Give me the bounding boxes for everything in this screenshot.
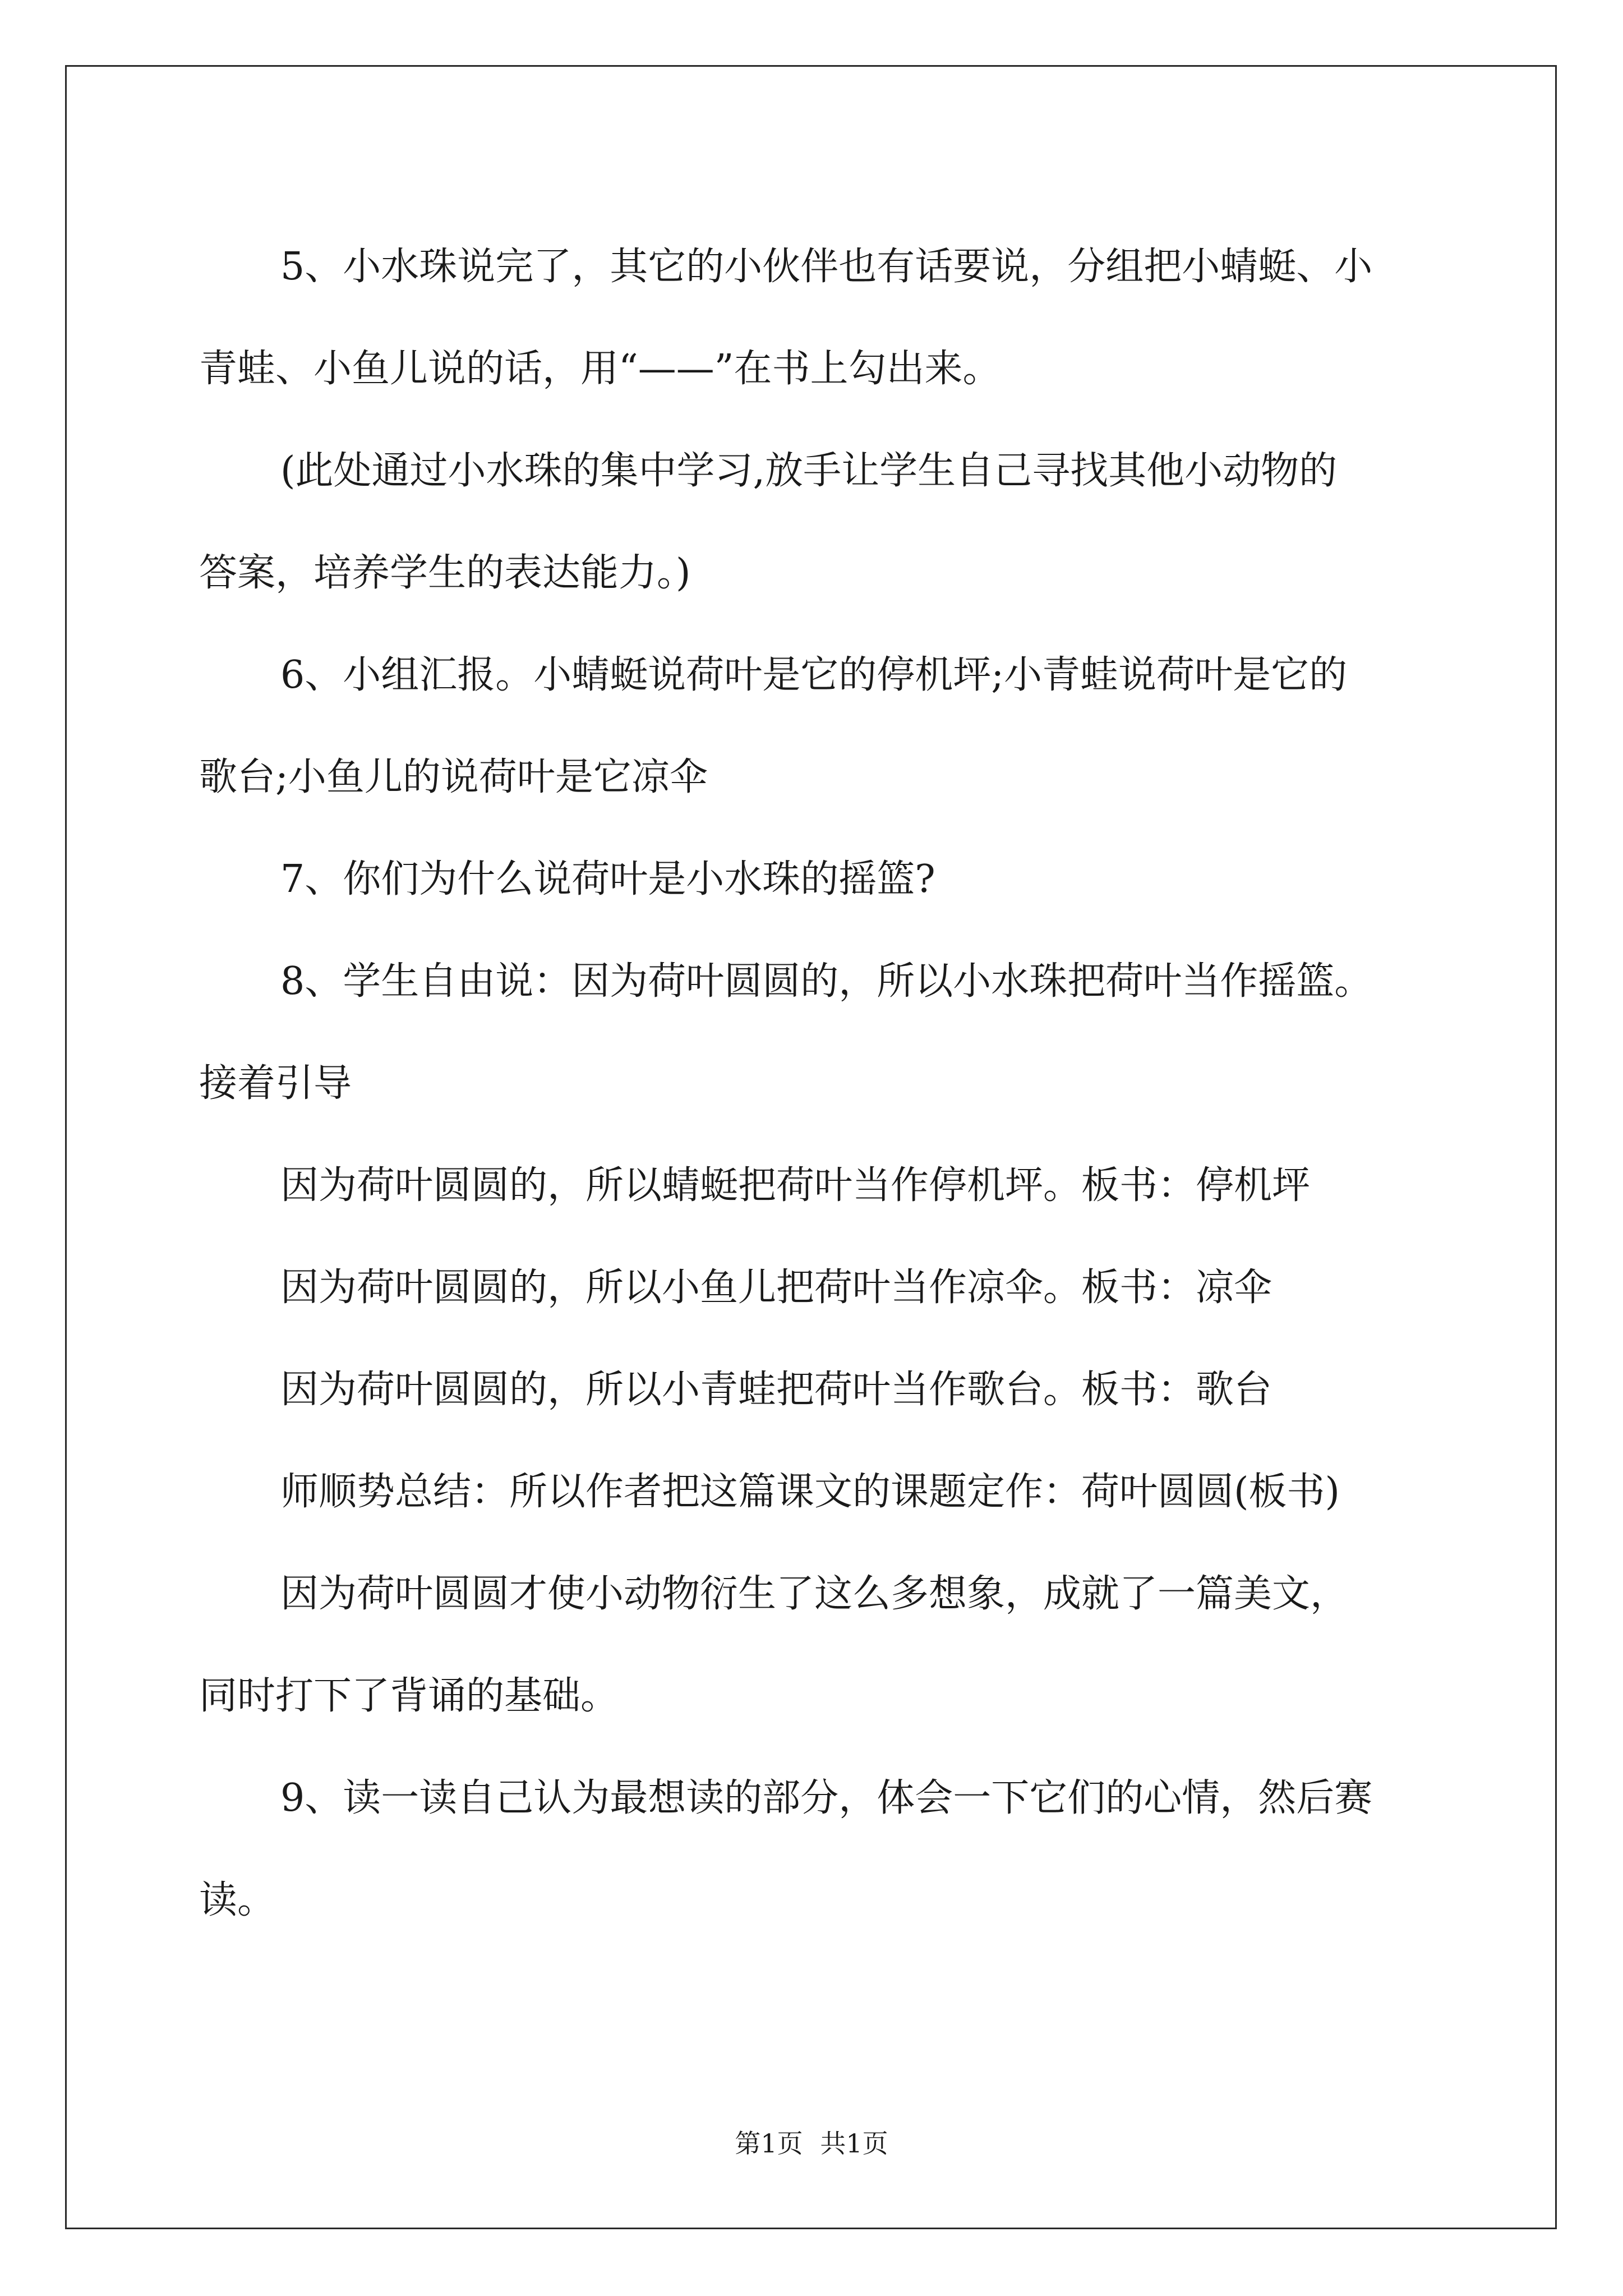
paragraph-line: 9、读一读自己认为最想读的部分，体会一下它们的心情，然后赛 — [280, 1776, 1373, 1820]
document-body — [199, 216, 1433, 1952]
paragraph-line: 同时打下了背诵的基础。 — [199, 1674, 619, 1718]
page-total: 共1页 — [820, 2128, 888, 2159]
paragraph-line: (此处通过小水珠的集中学习,放手让学生自己寻找其他小动物的 — [280, 449, 1338, 493]
paragraph-line: 7、你们为什么说荷叶是小水珠的摇篮? — [280, 857, 935, 901]
page-footer — [0, 2123, 1623, 2160]
paragraph-line: 因为荷叶圆圆才使小动物衍生了这么多想象，成就了一篇美文， — [280, 1572, 1349, 1616]
paragraph-line: 青蛙、小鱼儿说的话，用“——”在书上勾出来。 — [199, 347, 1001, 391]
paragraph-line: 接着引导 — [199, 1061, 352, 1106]
paragraph-line: 因为荷叶圆圆的，所以蜻蜓把荷叶当作停机坪。板书：停机坪 — [280, 1163, 1311, 1208]
paragraph-line: 8、学生自由说：因为荷叶圆圆的，所以小水珠把荷叶当作摇篮。 — [280, 959, 1373, 1004]
paragraph-line: 读。 — [199, 1878, 276, 1922]
paragraph-line: 歌台;小鱼儿的说荷叶是它凉伞 — [199, 755, 708, 799]
paragraph-line: 答案，培养学生的表达能力。) — [199, 551, 691, 595]
paragraph-line: 师顺势总结：所以作者把这篇课文的课题定作：荷叶圆圆(板书) — [280, 1470, 1340, 1514]
paragraph-line: 因为荷叶圆圆的，所以小青蛙把荷叶当作歌台。板书：歌台 — [280, 1368, 1272, 1412]
paragraph-line: 5、小水珠说完了，其它的小伙伴也有话要说，分组把小蜻蜓、小 — [280, 245, 1373, 289]
page-number: 第1页 — [735, 2128, 803, 2159]
paragraph-line: 因为荷叶圆圆的，所以小鱼儿把荷叶当作凉伞。板书：凉伞 — [280, 1266, 1272, 1310]
paragraph-line: 6、小组汇报。小蜻蜓说荷叶是它的停机坪;小青蛙说荷叶是它的 — [280, 653, 1348, 697]
